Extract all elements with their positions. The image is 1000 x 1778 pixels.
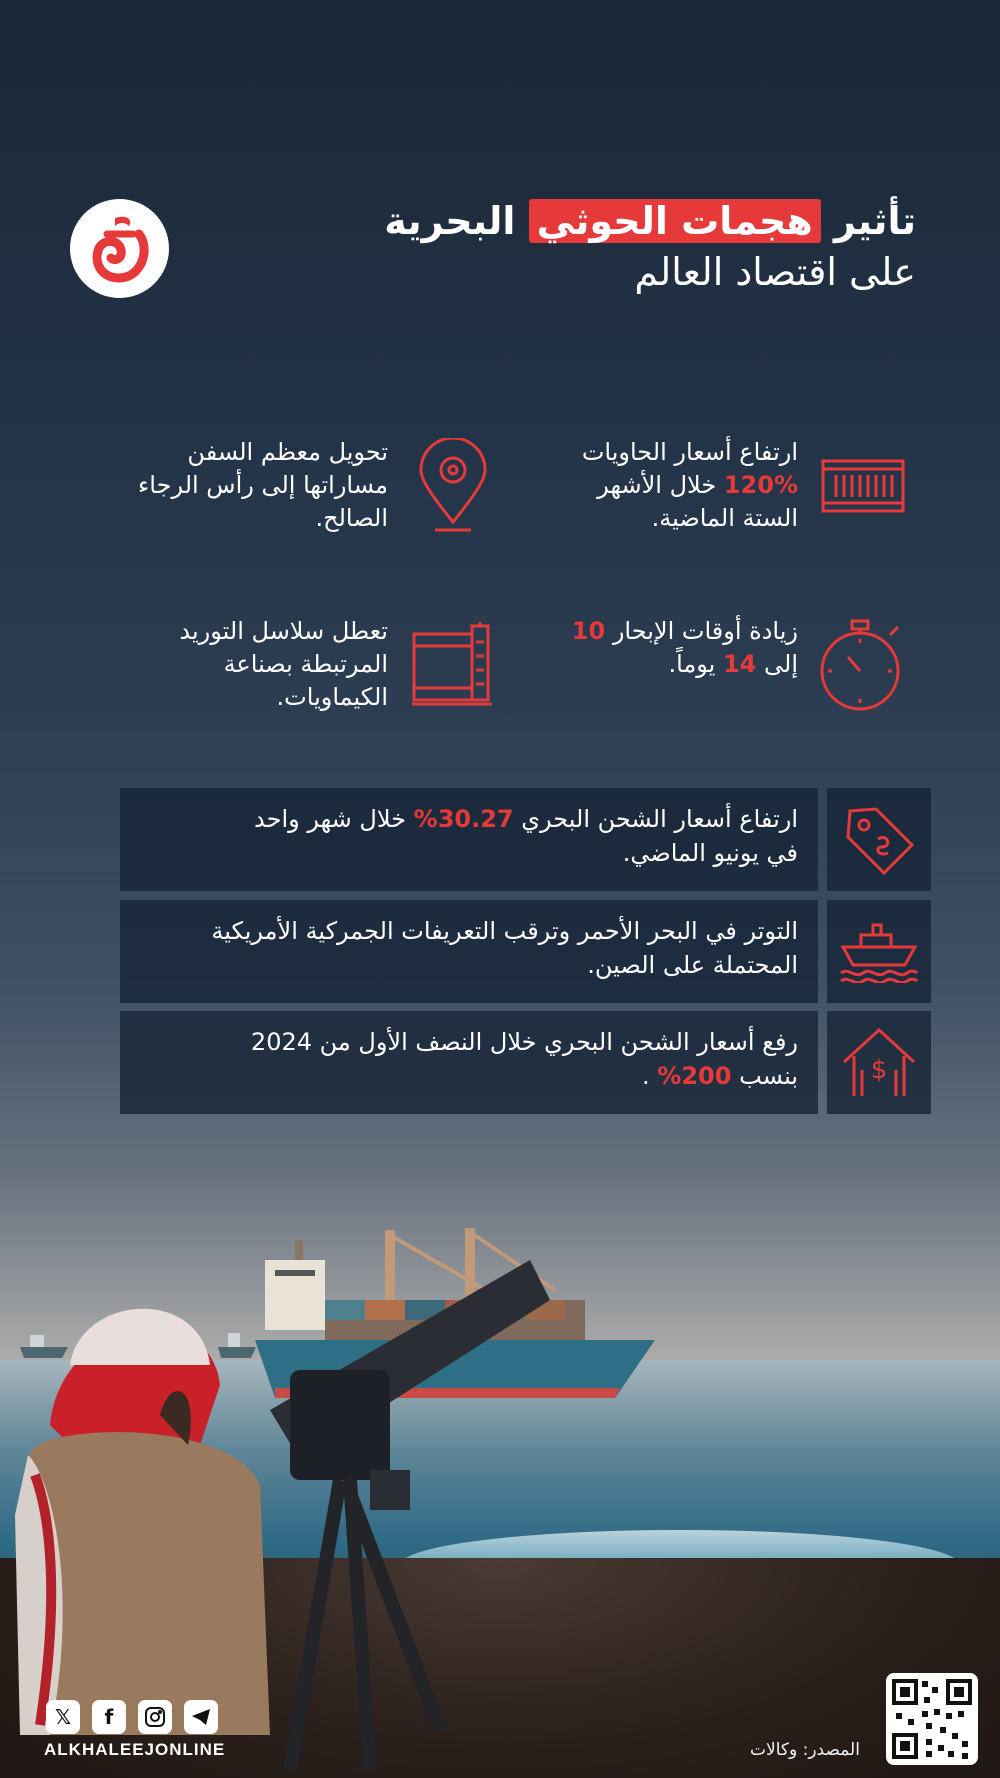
facebook-icon[interactable]: f	[92, 1700, 126, 1734]
feature-sailing-time	[498, 615, 908, 735]
logo-icon	[87, 212, 153, 286]
highlight-number: 30.27%	[413, 805, 514, 833]
row-line: رفع أسعار الشحن البحري خلال النصف الأول من 2024	[250, 1028, 798, 1056]
weapon-image	[230, 1210, 560, 1770]
row-line: التوتر في البحر الأحمر وترقب التعريفات الجمركية الأمريكية	[211, 917, 798, 945]
feature-line	[498, 469, 798, 502]
row-line-text: .	[642, 1062, 650, 1090]
title-highlight: هجمات الحوثي	[529, 199, 821, 243]
brand-name: ALKHALEEJONLINE	[44, 1740, 226, 1759]
row-line-text: خلال شهر واحد	[254, 805, 406, 833]
feature-ship-rerouting	[88, 436, 498, 556]
feature-line: مساراتها إلى رأس الرجاء	[138, 471, 388, 499]
feature-container-prices	[498, 436, 908, 556]
brand-logo[interactable]	[70, 199, 169, 298]
info-row	[120, 1011, 931, 1114]
source-credit: المصدر: وكالات	[750, 1740, 860, 1760]
stopwatch-icon	[818, 615, 908, 715]
feature-text	[88, 615, 388, 714]
feature-line: المرتبطة بصناعة	[223, 650, 388, 678]
title-word: البحرية	[384, 199, 516, 243]
feature-text	[88, 436, 388, 535]
feature-text	[498, 615, 798, 681]
row-text	[120, 900, 818, 1003]
feature-line: تحويل معظم السفن	[187, 438, 388, 466]
telegram-icon[interactable]	[184, 1700, 218, 1734]
row-line	[140, 1059, 798, 1093]
feature-line: الصالح.	[315, 504, 388, 532]
highlight-number: 120%	[723, 471, 798, 499]
feature-line-text: زيادة أوقات الإبحار	[612, 617, 798, 645]
location-pin-icon	[408, 436, 498, 536]
instagram-icon[interactable]	[138, 1700, 172, 1734]
feature-line	[498, 615, 798, 648]
feature-text	[498, 436, 798, 535]
row-line	[140, 802, 798, 836]
page-title	[356, 196, 916, 298]
cargo-ship-icon	[827, 900, 931, 1003]
feature-line: الكيماويات.	[276, 683, 388, 711]
feature-line-text: يوماً.	[668, 650, 716, 678]
x-icon[interactable]: 𝕏	[46, 1700, 80, 1734]
info-row	[120, 900, 931, 1003]
chemical-tank-icon	[408, 615, 498, 715]
title-line2: على اقتصاد العالم	[634, 250, 916, 294]
background-scene	[0, 1060, 1000, 1778]
feature-supply-chain	[88, 615, 498, 735]
feature-line-text: إلى	[764, 650, 798, 678]
feature-line	[498, 648, 798, 681]
highlight-number: 14	[722, 650, 757, 678]
row-text	[120, 1011, 818, 1114]
highlight-number: 10	[571, 617, 606, 645]
svg-text:$: $	[870, 1054, 888, 1085]
feature-line: ارتفاع أسعار الحاويات	[581, 438, 798, 466]
qr-code[interactable]	[886, 1673, 978, 1765]
row-line-text: بنسب	[739, 1062, 798, 1090]
row-line-text: ارتفاع أسعار الشحن البحري	[521, 805, 798, 833]
row-line: في يونيو الماضي.	[622, 839, 798, 867]
feature-line: الستة الماضية.	[651, 504, 798, 532]
feature-line-text: خلال الأشهر	[597, 471, 717, 499]
dollar-house-icon	[827, 1011, 931, 1114]
highlight-number: 200%	[657, 1062, 732, 1090]
social-icons	[46, 1700, 218, 1734]
feature-line: تعطل سلاسل التوريد	[179, 617, 388, 645]
row-line: المحتملة على الصين.	[587, 951, 798, 979]
row-text	[120, 788, 818, 891]
title-word: تأثير	[834, 199, 916, 243]
price-tag-icon	[827, 788, 931, 891]
info-row	[120, 788, 931, 891]
container-icon	[818, 436, 908, 536]
